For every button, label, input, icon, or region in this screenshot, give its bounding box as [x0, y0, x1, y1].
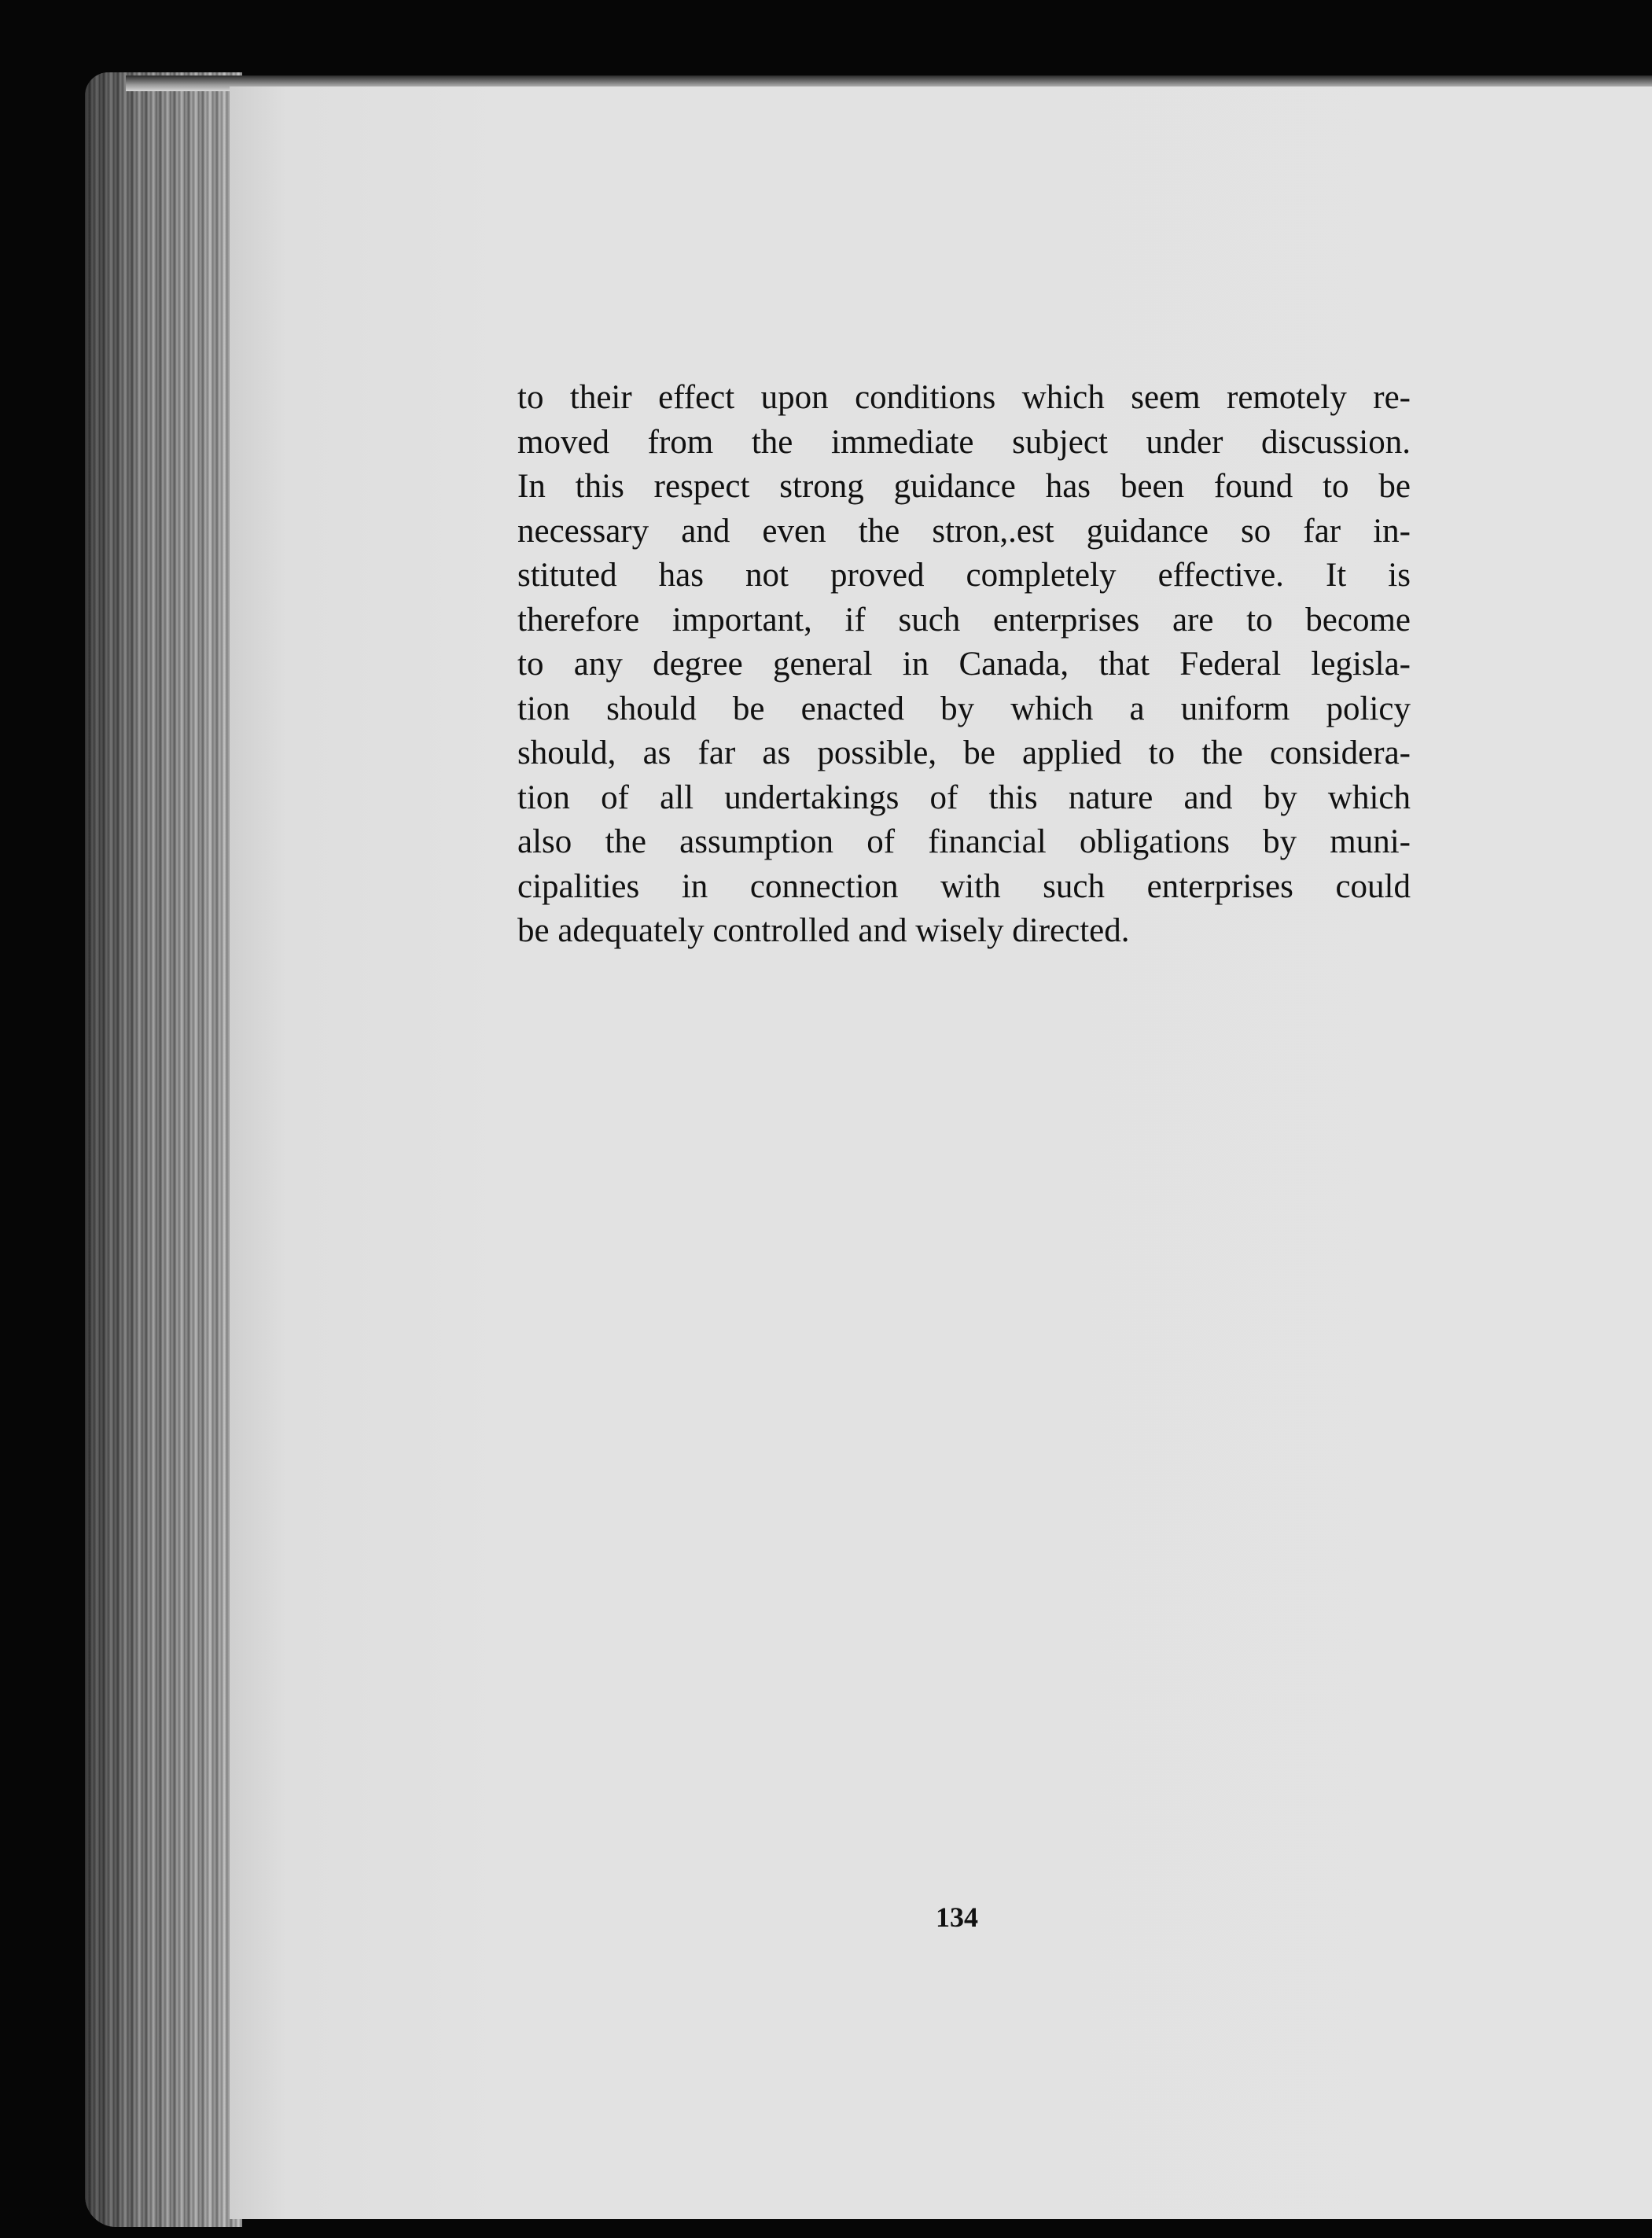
- book-page-edges: [85, 72, 242, 2227]
- body-paragraph: [517, 376, 1411, 954]
- text-line: therefore important, if such enterprises are to become: [517, 601, 1411, 639]
- text-line: also the assumption of financial obligations by muni-: [517, 823, 1411, 860]
- text-line: should, as far as possible, be applied to the considera-: [517, 734, 1411, 771]
- text-line: stituted has not proved completely effective. It is: [517, 557, 1411, 594]
- text-line: tion of all undertakings of this nature and by which: [517, 779, 1411, 816]
- text-line: cipalities in connection with such enterprises could: [517, 867, 1411, 905]
- text-line: moved from the immediate subject under discussion.: [517, 423, 1411, 461]
- text-line: be adequately controlled and wisely directed.: [517, 912, 1130, 949]
- text-line: to any degree general in Canada, that Federal legisla-: [517, 646, 1411, 683]
- text-line: tion should be enacted by which a uniform policy: [517, 690, 1411, 727]
- text-line: In this respect strong guidance has been found to be: [517, 468, 1411, 505]
- text-line: to their effect upon conditions which seem remotely re-: [517, 379, 1411, 416]
- page-number: 134: [936, 1901, 978, 1933]
- text-line: necessary and even the stron,.est guidance so far in-: [517, 512, 1411, 550]
